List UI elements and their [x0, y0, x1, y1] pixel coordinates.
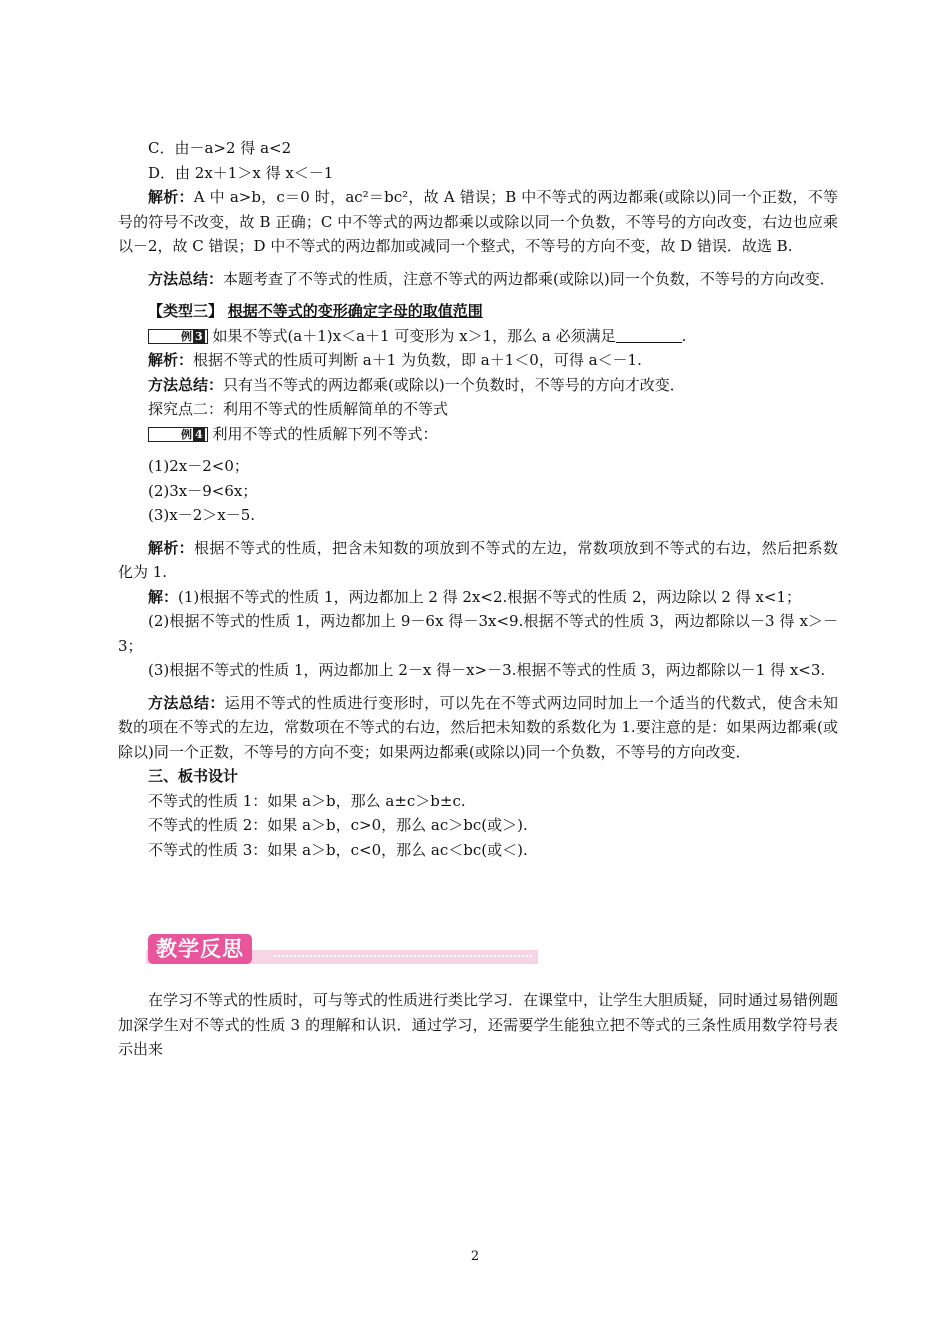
analysis-3 — [118, 536, 838, 585]
summary-text: 只有当不等式的两边都乘(或除以)一个负数时，不等号的方向才改变． — [223, 375, 685, 394]
answer-blank — [616, 328, 682, 343]
banner-dots — [274, 955, 532, 957]
example-3: 例 3 如果不等式(a＋1)x＜a＋1 可变形为 x＞1，那么 a 必须满足 . — [118, 324, 838, 349]
solution-1: 解：(1)根据不等式的性质 1，两边都加上 2 得 2x<2.根据不等式的性质 2，两边除以 2 得 x<1； — [148, 587, 802, 606]
banner-label: 教学反思 — [148, 934, 252, 964]
board-property-2: 不等式的性质 2：如果 a＞b，c>0，那么 ac＞bc(或＞). — [148, 816, 528, 834]
type-label: 【类型三】 — [148, 302, 224, 320]
page-number: 2 — [470, 1249, 480, 1264]
method-summary-2 — [118, 373, 838, 398]
summary-text: 运用不等式的性质进行变形时，可以先在不等式两边同时加上一个适当的代数式，使含未知数的项在不等式的左边，常数项在不等式的右边，然后把未知数的系数化为 1.要注意的是：如果两边都乘(或除以)同一个正数，不等号的方向不变；如果两边都乘(或除以)同一个负数，不等号的方向改变． — [118, 693, 838, 761]
analysis-label: 解析： — [148, 351, 194, 369]
board-property-3: 不等式的性质 3：如果 a＞b，c<0，那么 ac＜bc(或＜). — [148, 840, 528, 859]
summary-label: 方法总结： — [148, 269, 224, 288]
example-text: 利用不等式的性质解下列不等式： — [212, 424, 438, 443]
analysis-label: 解析： — [148, 188, 194, 206]
option-d: D．由 2x＋1＞x 得 x＜－1 — [148, 163, 334, 182]
teaching-reflection-banner — [146, 934, 538, 966]
analysis-text: 根据不等式的性质可判断 a＋1 为负数，即 a＋1＜0，可得 a＜－1. — [193, 351, 642, 369]
analysis-text: A 中 a>b，c＝0 时，ac²＝bc²，故 A 错误；B 中不等式的两边都乘(或除以)同一个正数，不等号的符号不改变，故 B 正确；C 中不等式的两边都乘以或除以同一个负数，不等号的方向改变，右边也应乘以－2，故 C 错误；D 中不等式的两边都加或减同一个整式，不等号的方向不变，故 D 错误．故选 B. — [118, 188, 838, 255]
reflection-text: 在学习不等式的性质时，可与等式的性质进行类比学习．在课堂中，让学生大胆质疑，同时通过易错例题加深学生对不等式的性质 3 的理解和认识．通过学习，还需要学生能独立把不等式的三条性质用数学符号表示出来 — [118, 991, 839, 1058]
type-title: 根据不等式的变形确定字母的取值范围 — [227, 302, 483, 320]
method-summary-3 — [118, 691, 838, 765]
reflection-section — [118, 988, 838, 1062]
example-4 — [118, 422, 838, 447]
solution-label: 解： — [148, 587, 179, 606]
summary-label: 方法总结： — [148, 375, 224, 394]
option-c: C．由－a>2 得 a<2 — [148, 139, 292, 157]
method-summary-1 — [118, 267, 838, 292]
board-design-title: 三、板书设计 — [148, 767, 239, 785]
example-badge: 例 3 — [148, 329, 208, 344]
type3-heading — [118, 299, 838, 324]
solution-2: (2)根据不等式的性质 1，两边都加上 9－6x 得－3x<9.根据不等式的性质 3，两边都除以－3 得 x＞－3； — [118, 612, 838, 655]
example-badge: 例 4 — [148, 427, 208, 442]
summary-text: 本题考查了不等式的性质，注意不等式的两边都乘(或除以)同一个负数，不等号的方向改变． — [223, 269, 835, 288]
exploration-point-2: 探究点二：利用不等式的性质解简单的不等式 — [148, 400, 449, 418]
analysis-label: 解析： — [148, 538, 195, 557]
question-3: (3)x－2＞x－5. — [148, 506, 256, 524]
analysis-text: 根据不等式的性质，把含未知数的项放到不等式的左边，常数项放到不等式的右边，然后把系数化为 1. — [118, 538, 838, 581]
board-property-1: 不等式的性质 1：如果 a＞b，那么 a±c＞b±c. — [148, 791, 466, 810]
summary-label: 方法总结： — [148, 693, 225, 712]
main-content — [118, 136, 838, 862]
analysis-1 — [118, 185, 838, 259]
analysis-2 — [118, 348, 838, 373]
question-2: (2)3x－9<6x； — [148, 481, 258, 500]
example-text: 如果不等式(a＋1)x＜a＋1 可变形为 x＞1，那么 a 必须满足 — [212, 326, 616, 345]
question-1: (1)2x－2<0； — [148, 457, 249, 475]
solution-3: (3)根据不等式的性质 1，两边都加上 2－x 得－x>－3.根据不等式的性质 3，两边都除以－1 得 x<3. — [148, 661, 826, 679]
